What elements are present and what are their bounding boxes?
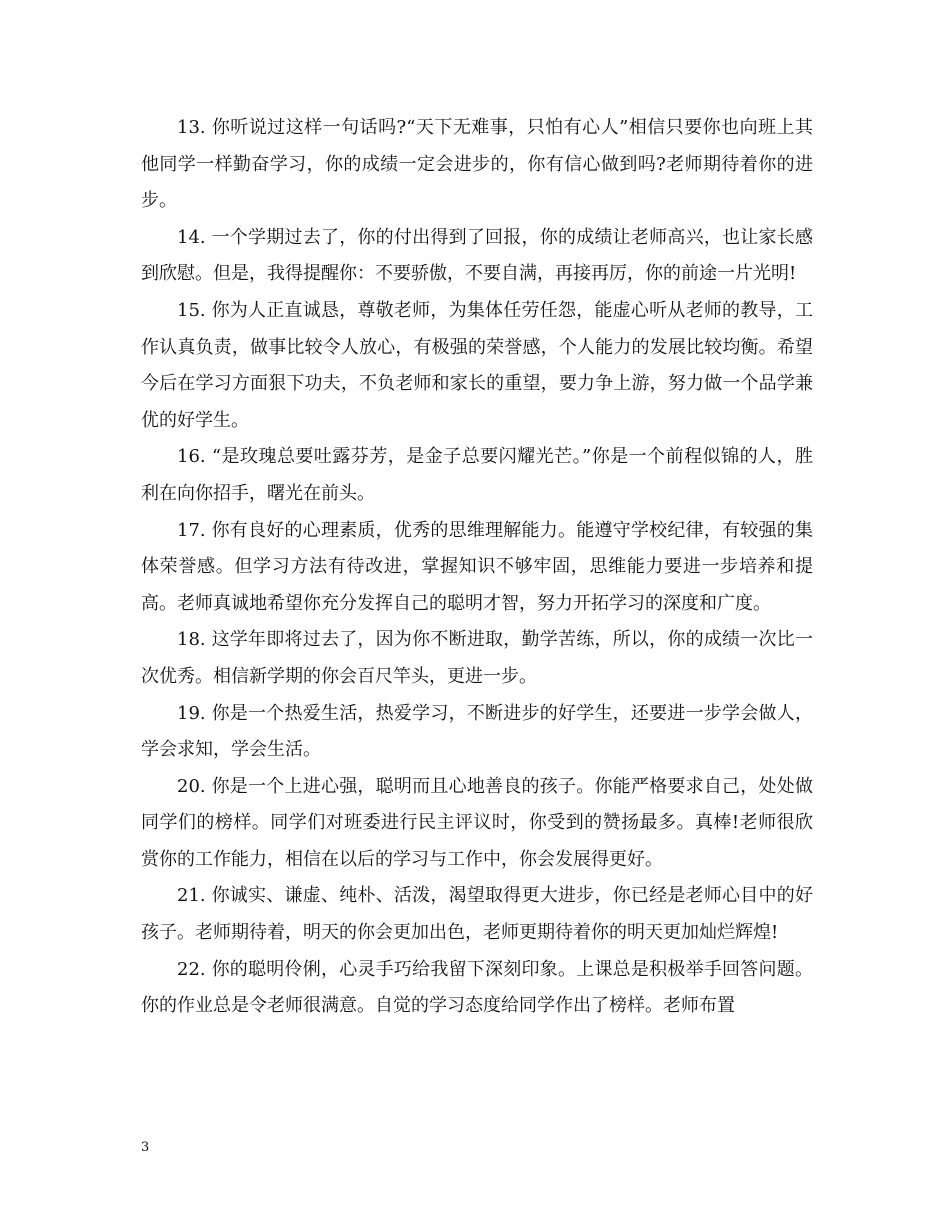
paragraph-19: 19. 你是一个热爱生活，热爱学习，不断进步的好学生，还要进一步学会做人，学会求知，学会生活。 bbox=[141, 702, 813, 761]
paragraph-15: 15. 你为人正直诚恳，尊敬老师，为集体任劳任怨，能虚心听从老师的教导，工作认真负责，做事比较令人放心，有极强的荣誉感，个人能力的发展比较均衡。希望今后在学习方面狠下功夫，不负老师和家长的重望，要力争上游，努力做一个品学兼优的好学生。 bbox=[141, 299, 813, 431]
paragraph-22: 22. 你的聪明伶俐，心灵手巧给我留下深刻印象。上课总是积极举手回答问题。你的作业总是令老师很满意。自觉的学习态度给同学作出了榜样。老师布置 bbox=[141, 958, 813, 1017]
document-body bbox=[141, 110, 813, 1025]
page-number: 3 bbox=[141, 1140, 150, 1155]
paragraph-20: 20. 你是一个上进心强，聪明而且心地善良的孩子。你能严格要求自己，处处做同学们的榜样。同学们对班委进行民主评议时，你受到的赞扬最多。真棒!老师很欣赏你的工作能力，相信在以后的学习与工作中，你会发展得更好。 bbox=[141, 775, 813, 870]
paragraph-17: 17. 你有良好的心理素质，优秀的思维理解能力。能遵守学校纪律，有较强的集体荣誉感。但学习方法有待改进，掌握知识不够牢固，思维能力要进一步培养和提高。老师真诚地希望你充分发挥自己的聪明才智，努力开拓学习的深度和广度。 bbox=[141, 519, 813, 614]
paragraph-16: 16. “是玫瑰总要吐露芬芳，是金子总要闪耀光芒。”你是一个前程似锦的人，胜利在向你招手，曙光在前头。 bbox=[141, 446, 813, 504]
paragraph-21: 21. 你诚实、谦虚、纯朴、活泼，渴望取得更大进步，你已经是老师心目中的好孩子。老师期待着，明天的你会更加出色，老师更期待着你的明天更加灿烂辉煌! bbox=[141, 885, 813, 944]
paragraph-13: 13. 你听说过这样一句话吗?“天下无难事，只怕有心人”相信只要你也向班上其他同学一样勤奋学习，你的成绩一定会进步的，你有信心做到吗?老师期待着你的进步。 bbox=[141, 117, 813, 212]
paragraph-18: 18. 这学年即将过去了，因为你不断进取，勤学苦练，所以，你的成绩一次比一次优秀。相信新学期的你会百尺竿头，更进一步。 bbox=[141, 629, 813, 687]
paragraph-14: 14. 一个学期过去了，你的付出得到了回报，你的成绩让老师高兴，也让家长感到欣慰。但是，我得提醒你：不要骄傲，不要自满，再接再厉，你的前途一片光明! bbox=[141, 226, 813, 285]
